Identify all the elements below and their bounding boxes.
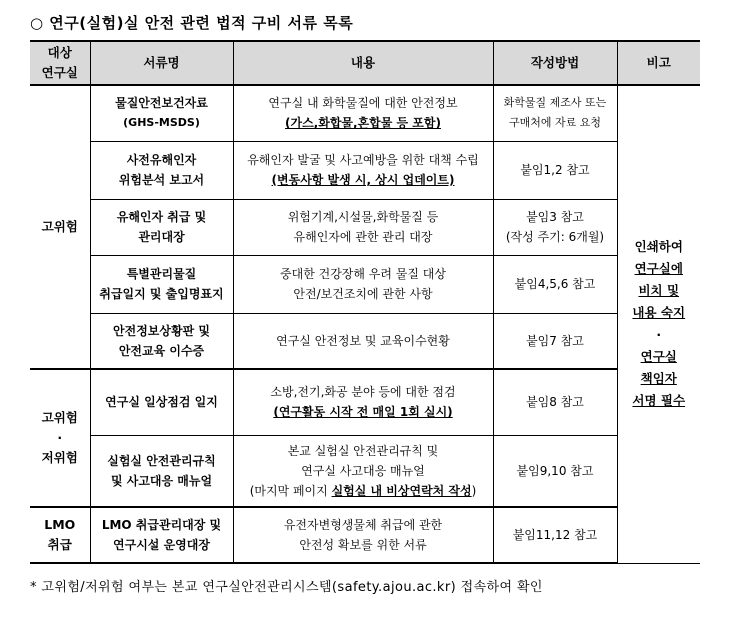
doc-method: 화학물질 제조사 또는 구매처에 자료 요청	[493, 85, 617, 141]
doc-method: 붙임8 참고	[493, 369, 617, 435]
doc-name: LMO 취급관리대장 및 연구시설 운영대장	[90, 507, 233, 563]
table-row	[30, 255, 700, 313]
doc-content: 연구실 안전정보 및 교육이수현황	[233, 313, 493, 369]
doc-name: 실험실 안전관리규칙 및 사고대응 매뉴얼	[90, 435, 233, 507]
doc-method: 붙임9,10 참고	[493, 435, 617, 507]
document-table	[30, 40, 700, 564]
header-method: 작성방법	[493, 41, 617, 85]
doc-name: 연구실 일상점검 일지	[90, 369, 233, 435]
table-row	[30, 369, 700, 435]
doc-content: 연구실 내 화학물질에 대한 안전정보 (가스,화합물,혼합물 등 포함)	[233, 85, 493, 141]
doc-method: 붙임4,5,6 참고	[493, 255, 617, 313]
doc-content: 본교 실험실 안전관리규칙 및 연구실 사고대응 매뉴얼 (마지막 페이지 실험실 내 비상연락처 작성)	[233, 435, 493, 507]
doc-content: 중대한 건강장해 우려 물질 대상 안전/보건조치에 관한 사항	[233, 255, 493, 313]
doc-name: 사전유해인자 위험분석 보고서	[90, 141, 233, 199]
doc-content: 유전자변형생물체 취급에 관한 안전성 확보를 위한 서류	[233, 507, 493, 563]
doc-content: 위험기계,시설물,화학물질 등 유해인자에 관한 관리 대장	[233, 199, 493, 255]
doc-name: 물질안전보건자료 (GHS-MSDS)	[90, 85, 233, 141]
doc-method: 붙임11,12 참고	[493, 507, 617, 563]
table-row	[30, 313, 700, 369]
table-row	[30, 141, 700, 199]
footnote: * 고위험/저위험 여부는 본교 연구실안전관리시스템(safety.ajou.ac.kr) 접속하여 확인	[30, 580, 543, 595]
group-lmo: LMO 취급	[30, 507, 90, 563]
header-target: 대상 연구실	[30, 41, 90, 85]
doc-method: 붙임3 참고 (작성 주기: 6개월)	[493, 199, 617, 255]
group-high: 고위험	[30, 85, 90, 369]
table-row	[30, 85, 700, 141]
doc-content: 유해인자 발굴 및 사고예방을 위한 대책 수립 (변동사항 발생 시, 상시 업데이트)	[233, 141, 493, 199]
group-mixed: 고위험 · 저위험	[30, 369, 90, 507]
header-content: 내용	[233, 41, 493, 85]
doc-name: 안전정보상황판 및 안전교육 이수증	[90, 313, 233, 369]
page-title: ○ 연구(실험)실 안전 관련 법적 구비 서류 목록	[30, 14, 354, 32]
table-header-row	[30, 41, 700, 85]
table-row	[30, 199, 700, 255]
header-docname: 서류명	[90, 41, 233, 85]
table-row	[30, 435, 700, 507]
doc-method: 붙임7 참고	[493, 313, 617, 369]
table-row	[30, 507, 700, 563]
doc-name: 유해인자 취급 및 관리대장	[90, 199, 233, 255]
header-remarks: 비고	[617, 41, 700, 85]
doc-method: 붙임1,2 참고	[493, 141, 617, 199]
remarks-cell: 인쇄하여 연구실에 비치 및 내용 숙지 · 연구실 책임자 서명 필수	[617, 85, 700, 563]
doc-name: 특별관리물질 취급일지 및 출입명표지	[90, 255, 233, 313]
doc-content: 소방,전기,화공 분야 등에 대한 점검 (연구활동 시작 전 매일 1회 실시)	[233, 369, 493, 435]
